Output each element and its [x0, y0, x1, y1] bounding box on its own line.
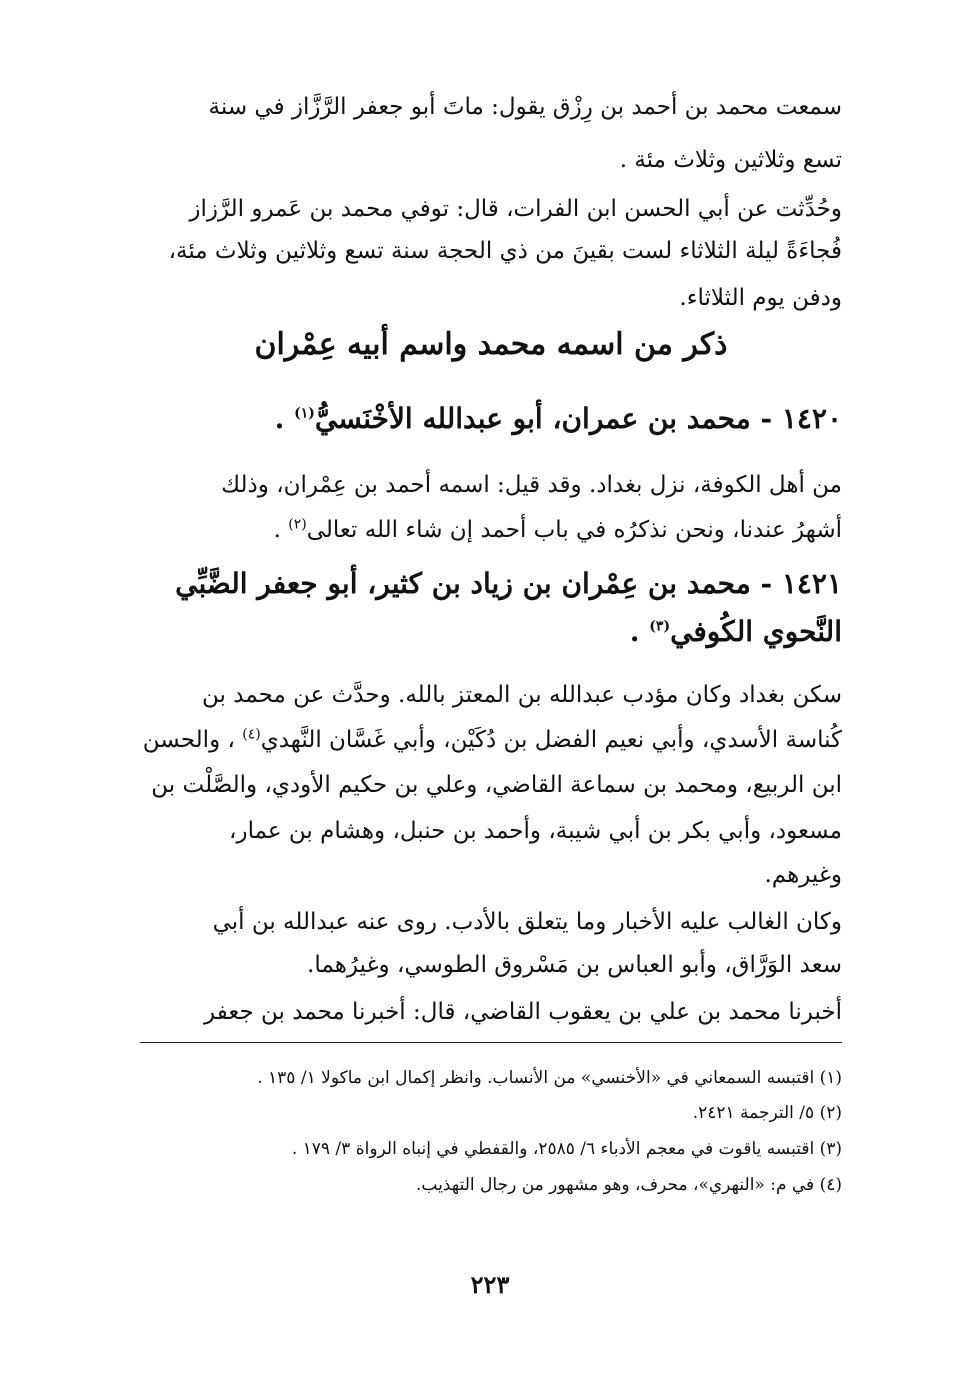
paragraph-line: سكن بغداد وكان مؤدب عبدالله بن المعتز بالله. وحدَّث عن محمد بن	[202, 682, 842, 708]
entry-title-1421: ١٤٢١ - محمد بن عِمْران بن زياد بن كثير، أبو جعفر الضَّبِّي	[175, 567, 842, 600]
entry-title-end: .	[629, 615, 650, 648]
paragraph-line: ابن الربيع، ومحمد بن سماعة القاضي، وعلي بن حكيم الأودي، والصَّلْت بن	[151, 772, 842, 798]
paragraph-line	[143, 725, 842, 755]
paragraph-line: وحُدِّثت عن أبي الحسن ابن الفرات، قال: توفي محمد بن عَمرو الرَّزاز	[189, 196, 842, 222]
entry-title-1421-cont	[630, 613, 842, 651]
entry-title-text: النَّحوي الكُوفي	[670, 615, 842, 648]
footnote-divider	[140, 1042, 842, 1043]
paragraph-line: مسعود، وأبي بكر بن أبي شيبة، وأحمد بن حنبل، وهشام بن عمار،	[229, 818, 842, 844]
paragraph-text: كُناسة الأسدي، وأبي نعيم الفضل بن دُكَيْن، وأبي غَسَّان النَّهدي	[260, 727, 842, 753]
entry-title-1420	[275, 400, 842, 438]
footnote: (٣) اقتبسه ياقوت في معجم الأدباء ٦/ ٢٥٨٥، والقفطي في إنباه الرواة ٣/ ١٧٩ .	[291, 1139, 842, 1159]
paragraph-text: أشهرُ عندنا، ونحن نذكرُه في باب أحمد إن شاء الله تعالى	[306, 517, 842, 543]
paragraph-line: تسع وثلاثين وثلاث مئة .	[619, 147, 842, 173]
footnote: (٢) ٥/ الترجمة ٢٤٢١.	[692, 1103, 842, 1123]
paragraph-line: سمعت محمد بن أحمد بن رِزْق يقول: ماتَ أبو جعفر الرَّزَّاز في سنة	[208, 94, 842, 120]
paragraph-text: .	[273, 517, 289, 543]
footnote-ref: (١)	[294, 405, 315, 422]
paragraph-line: فُجاءَةً ليلة الثلاثاء لست بقينَ من ذي الحجة سنة تسع وثلاثين وثلاث مئة،	[168, 238, 842, 264]
footnote: (٤) في م: «النهري»، محرف، وهو مشهور من رجال التهذيب.	[416, 1175, 842, 1195]
paragraph-line: وغيرهم.	[764, 862, 842, 888]
paragraph-line: من أهل الكوفة، نزل بغداد. وقد قيل: اسمه أحمد بن عِمْران، وذلك	[221, 472, 842, 498]
paragraph-line	[274, 515, 842, 545]
footnote: (١) اقتبسه السمعاني في «الأخنسي» من الأنساب. وانظر إكمال ابن ماكولا ١/ ١٣٥ .	[257, 1068, 842, 1088]
section-heading: ذكر من اسمه محمد واسم أبيه عِمْران	[254, 327, 728, 362]
entry-title-text: ١٤٢٠ - محمد بن عمران، أبو عبدالله الأخْنَسيُّ	[314, 402, 842, 435]
paragraph-text: ، والحسن	[142, 727, 243, 753]
footnote-ref: (٢)	[288, 516, 307, 533]
footnote-ref: (٣)	[649, 618, 671, 635]
entry-title-end: .	[274, 402, 295, 435]
paragraph-line: سعد الوَرَّاق، وأبو العباس بن مَسْروق الطوسي، وغيرُهما.	[307, 952, 842, 978]
footnote-ref: (٤)	[242, 726, 261, 743]
paragraph-line: ودفن يوم الثلاثاء.	[679, 285, 842, 311]
paragraph-line: أخبرنا محمد بن علي بن يعقوب القاضي، قال: أخبرنا محمد بن جعفر	[204, 999, 842, 1025]
paragraph-line: وكان الغالب عليه الأخبار وما يتعلق بالأدب. روى عنه عبدالله بن أبي	[212, 909, 842, 935]
page-number: ٢٢٣	[470, 1270, 510, 1299]
